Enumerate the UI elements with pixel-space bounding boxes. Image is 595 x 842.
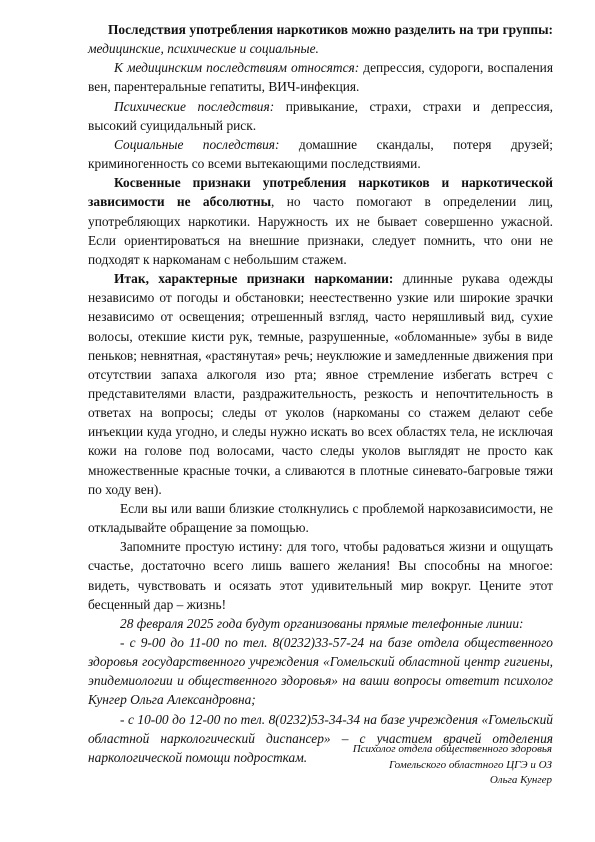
indirect-signs-text: , но часто помогают в определении лиц, употребляющих наркотики. Наружность их не бывает совершенно ужасной. Если ориентироваться на внешние признаки, следует помнить, что они не подходят к наркоманам с небольшим стажем. — [88, 194, 553, 267]
paragraph-simple-truth — [88, 537, 553, 614]
paragraph-hotline-intro — [88, 614, 553, 633]
paragraph-medical — [88, 58, 553, 96]
consequences-heading: Последствия употребления наркотиков можно разделить на три группы: — [108, 22, 553, 37]
medical-text: депрессия, судороги, воспаления вен, парентеральные гепатиты, ВИЧ-инфекция. — [88, 60, 553, 95]
indirect-signs-heading: Косвенные признаки употребления наркотиков и наркотической зависимости не абсолютны — [88, 175, 553, 210]
paragraph-seek-help — [88, 499, 553, 537]
paragraph-indirect-signs — [88, 173, 553, 269]
paragraph-characteristic-signs — [88, 269, 553, 499]
signature-organization: Гомельского областного ЦГЭ и ОЗ — [388, 758, 552, 771]
signature-block — [353, 742, 552, 789]
social-text: домашние скандалы, потеря друзей; криминогенность со всеми вытекающими последствиями. — [88, 136, 554, 172]
paragraph-psychic — [88, 97, 553, 135]
medical-label: К медицинским последствиям относятся: — [114, 60, 360, 76]
paragraph-social — [88, 135, 553, 173]
simple-truth-text: Запомните простую истину: для того, чтобы радоваться жизни и ощущать счастье, достаточно всего лишь вашего желания! Вы способны на многое: видеть, чувствовать и осязать этот удивительный мир вокруг. Цените этот бесценный дар – жизнь! — [88, 539, 553, 612]
social-label: Социальные последствия: — [114, 136, 280, 152]
psychic-label: Психические последствия: — [114, 98, 275, 114]
hotline-intro-text: 28 февраля 2025 года будут организованы прямые телефонные линии: — [120, 615, 524, 631]
document-body — [88, 20, 553, 767]
signature-name: Ольга Кунгер — [489, 774, 552, 786]
seek-help-text: Если вы или ваши близкие столкнулись с проблемой наркозависимости, не откладывайте обращение за помощью. — [88, 500, 553, 536]
characteristic-signs-text: длинные рукава одежды независимо от погоды и обстановки; неестественно узкие или широкие зрачки независимо от освещения; отрешенный взгляд, часто неряшливый вид, сухие волосы, отекшие кисти рук, темные, разрушенные, «обломанные» зубы в виде пеньков; невнятная, «растянутая» речь; неуклюжие и замедленные движения при отсутствии запаха алкоголя изо рта; явное стремление избегать встреч с представителями власти, раздражительность, резкость и непочтительность в ответах на вопросы; следы от уколов (наркоманы со стажем делают себе инъекции куда угодно, и следы нужно искать во всех областях тела, не исключая кожи на голове под волосами, часто следы уколов выглядят не просто как множественные красные точки, а сливаются в плотные синевато-багровые тяжи по ходу вен). — [88, 271, 553, 497]
consequences-groups: медицинские, психические и социальные. — [88, 41, 319, 57]
hotline-1-text: - с 9-00 до 11-00 по тел. 8(0232)33-57-24 на базе отдела общественного здоровья государственного учреждения «Гомельский областной центр гигиены, эпидемиологии и общественного здоровья» на ваши вопросы ответит психолог Кунгер Ольга Александровна; — [88, 635, 553, 708]
paragraph-hotline-1 — [88, 633, 553, 710]
hotline-2-text: - с 10-00 до 12-00 по тел. 8(0232)53-34-34 на базе учреждения «Гомельский областной наркологический диспансер» – с участием врачей отделения наркологической помощи подросткам. — [88, 711, 553, 765]
characteristic-signs-heading: Итак, характерные признаки наркомании: — [114, 271, 394, 287]
paragraph-consequences-intro — [88, 20, 553, 58]
psychic-text: привыкание, страхи, страхи и депрессия, высокий суицидальный риск. — [88, 98, 553, 133]
signature-position: Психолог отдела общественного здоровья — [352, 743, 552, 755]
